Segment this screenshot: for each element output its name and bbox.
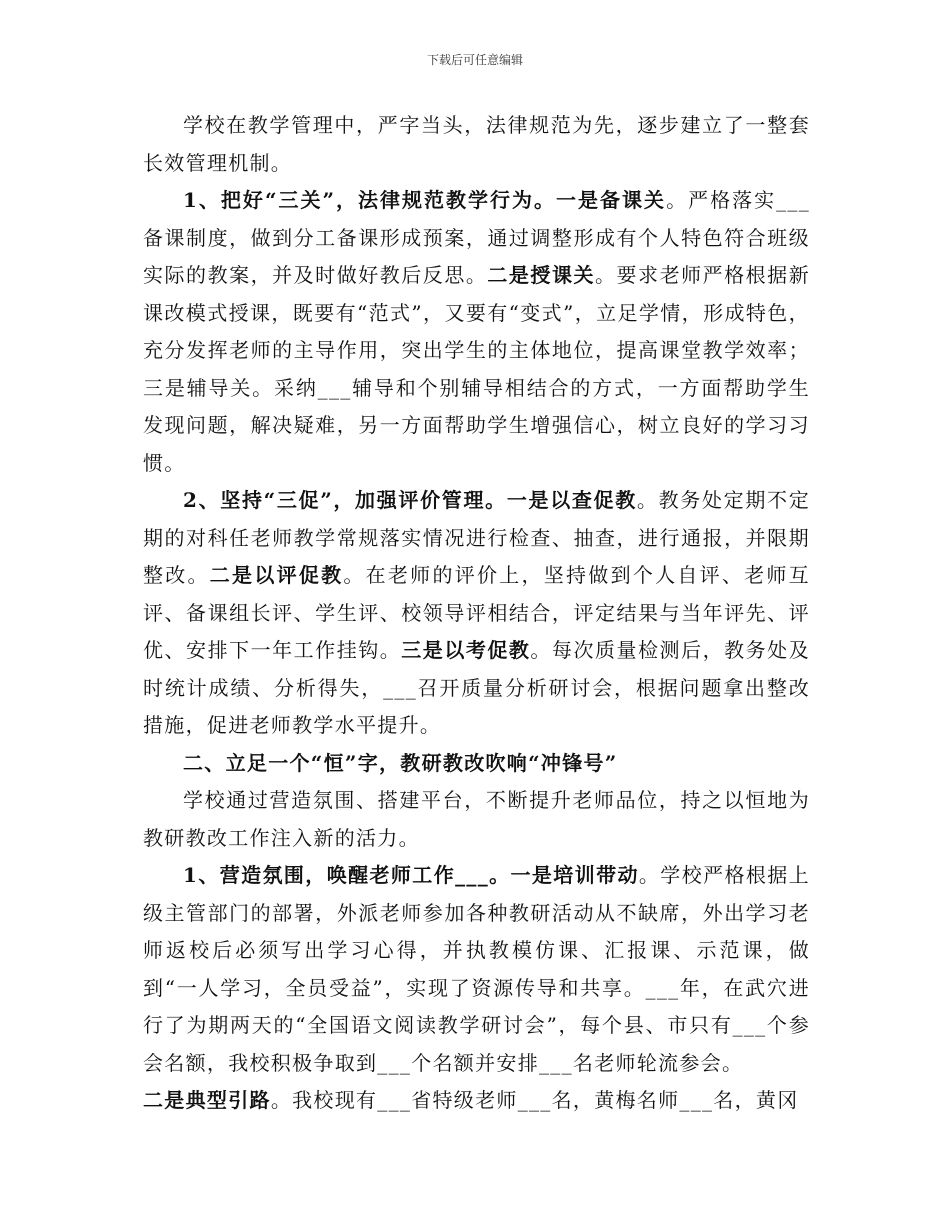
paragraph-section-intro: [143, 782, 810, 857]
text-run: 。要求老师严格根据新课改模式授课，既要有“范式”，又要有“变式”，立足学情，形成特色，充分发挥老师的主导作用，突出学生的主体地位，提高课堂教学效率；三是辅导关。采纳___辅导和个别辅导相结合的方式，一方面帮助学生发现问题，解决疑难，另一方面帮助学生增强信心，树立良好的学习习惯。: [143, 263, 811, 475]
bold-run: 三是以考促教: [401, 638, 531, 662]
paragraph-three-checks: [143, 182, 810, 482]
text-run: 。在老师的评价上，坚持做到个人自评、老师互评、备课组长评、学生评、校领导评相结合，评定结果与当年评先、评优、安排下一年工作挂钩。: [143, 563, 810, 662]
text-run: 。学校严格根据上级主管部门的部署，外派老师参加各种教研活动从不缺席，外出学习老师返校后必须写出学习心得，并执教模仿课、汇报课、示范课，做到“一人学习，全员受益”，实现了资源传导和共享。___年，在武穴进行了为期两天的“全国语文阅读教学研讨会”，每个县、市只有___个参会名额，我校积极争取到___个名额并安排___名老师轮流参会。: [143, 863, 810, 1075]
bold-run: 2、坚持“三促”，加强评价管理。一是以查促教: [183, 488, 637, 512]
section-heading: [143, 745, 810, 783]
page-header: 下载后可任意编辑: [426, 53, 523, 67]
bold-run: 二是授课关: [487, 263, 595, 287]
paragraph-three-promotions: [143, 482, 810, 745]
paragraph-atmosphere: [143, 857, 810, 1082]
bold-run: 二是典型引路: [143, 1088, 271, 1112]
text-run: 。教务处定期不定期的对科任老师教学常规落实情况进行检查、抽查，进行通报，并限期整改。: [143, 488, 810, 587]
bold-run: 二是以评促教: [209, 563, 344, 587]
bold-run: 1、把好“三关”，法律规范教学行为。一是备课关: [183, 188, 667, 212]
text-run: 学校通过营造氛围、搭建平台，不断提升老师品位，持之以恒地为教研教改工作注入新的活力。: [143, 788, 810, 850]
bold-run: 1、营造氛围，唤醒老师工作___。一是培训带动: [183, 863, 639, 887]
text-run: 。每次质量检测后，教务处及时统计成绩、分析得失，___召开质量分析研讨会，根据问题拿出整改措施，促进老师教学水平提升。: [143, 638, 810, 737]
document-body: [143, 107, 810, 1120]
text-run: 。我校现有___省特级老师___名，黄梅名师___名，黄冈: [270, 1088, 799, 1112]
text-run: 。严格落实___备课制度，做到分工备课形成预案，通过调整形成有个人特色符合班级实际的教案，并及时做好教后反思。: [143, 188, 810, 287]
text-run: 学校在教学管理中，严字当头，法律规范为先，逐步建立了一整套长效管理机制。: [143, 113, 810, 175]
paragraph-model-leading: [143, 1082, 810, 1120]
paragraph-intro: [143, 107, 810, 182]
heading-run: 二、立足一个“恒”字，教研教改吹响“冲锋号”: [183, 750, 618, 775]
